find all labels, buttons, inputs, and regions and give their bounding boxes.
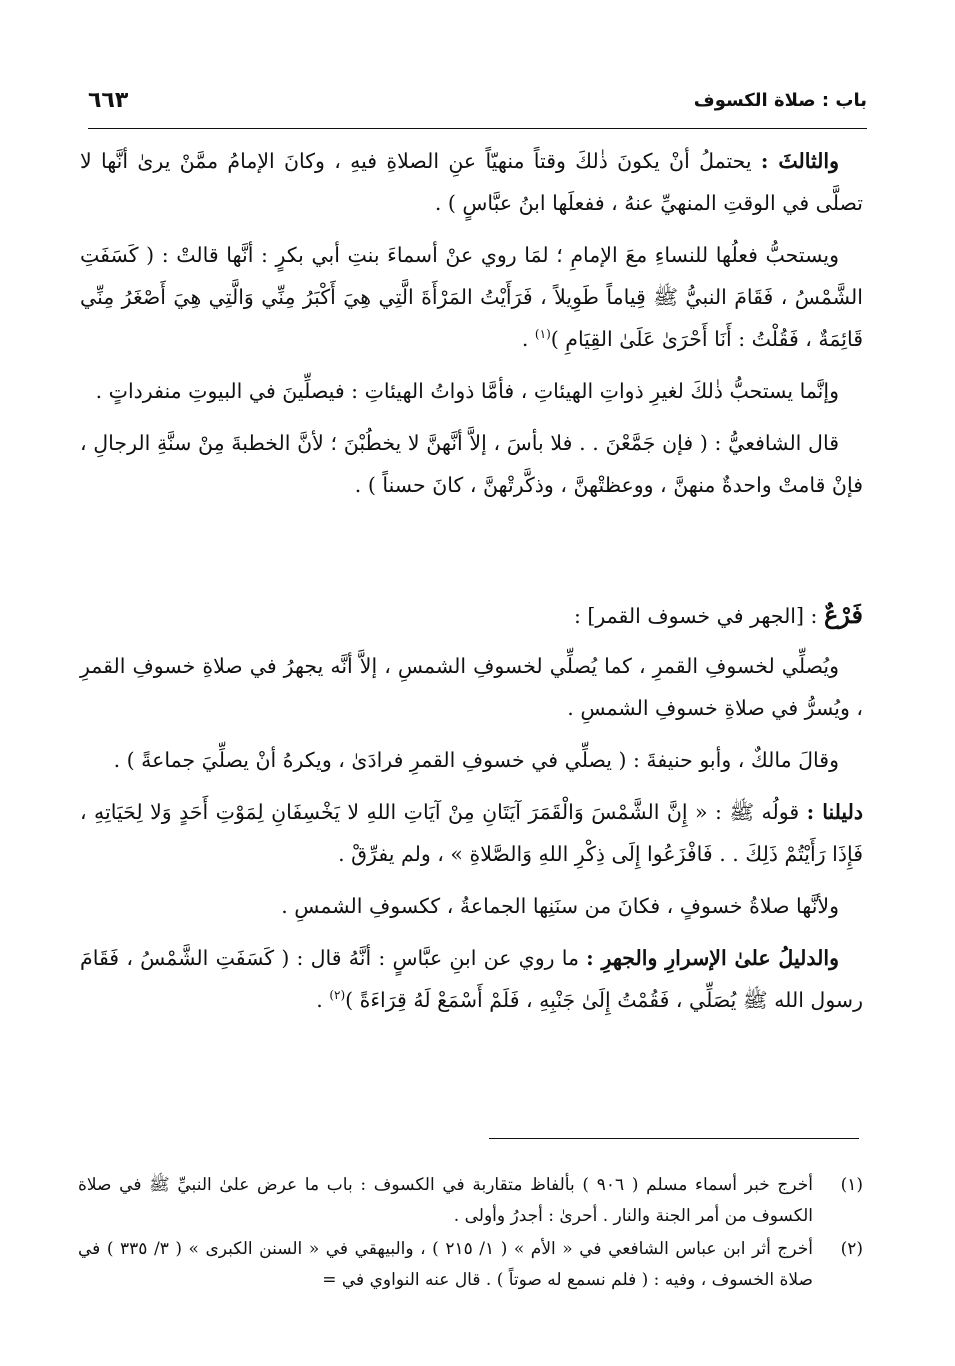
section-gap <box>80 516 863 594</box>
paragraph-text: وإنَّما يستحبُّ ذٰلكَ لغيرِ ذواتِ الهيئاتِ ، فأمَّا ذواتُ الهيئاتِ : فيصلِّينَ في البيوتِ منفرداتٍ . <box>95 379 839 403</box>
page-number: ٦٦٣ <box>88 88 129 113</box>
paragraph-tail: . <box>316 988 330 1012</box>
footnote-ref[interactable]: (١) <box>534 327 551 342</box>
footnote-text: أخرج خبر أسماء مسلم ( ٩٠٦ ) بألفاظ متقاربة في الكسوف : باب ما عرض علىٰ النبيِّ ﷺ في صلاة الكسوف من أمر الجنة والنار . أحرىٰ : أجدرُ وأولى . <box>78 1175 813 1226</box>
paragraph-lead: والثالثَ : <box>760 149 839 173</box>
footnote-number: (١) <box>840 1175 863 1195</box>
paragraph-lead: والدليلُ علىٰ الإسرارِ والجهرِ : <box>586 946 839 970</box>
paragraph-text: ويستحبُّ فعلُها للنساءِ معَ الإمامِ ؛ لمَا روي عنْ أسماءَ بنتِ أبي بكرٍ : أنَّها قالتْ : ( كَسَفَتِ الشَّمْسُ ، فَقَامَ النبيُّ ﷺ قِياماً طَوِيلاً ، فَرَأَيْتُ المَرْأَةَ الَّتِي هِيَ أَكْبَرُ مِنِّي وَالَّتِي هِيَ أَصْغَرُ مِنِّي قَائِمَةٌ ، فَقُلْتُ : أَنَا أَحْرَىٰ عَلَىٰ القِيَامِ ) <box>80 243 863 351</box>
paragraph-text: ولأنَّها صلاةُ خسوفٍ ، فكانَ من سنَنِها الجماعةُ ، ككسوفِ الشمسِ . <box>281 894 839 918</box>
paragraph-congregation <box>80 885 863 927</box>
paragraph-evidence <box>80 791 863 875</box>
paragraph-text: قولُه ﷺ : « إِنَّ الشَّمْسَ وَالْقَمَرَ آيَتَانِ مِنْ آيَاتِ اللهِ لا يَخْسِفَانِ لِمَوْتِ أَحَدٍ وَلا لِحَيَاتِهِ ، فَإِذَا رَأَيْتُمْ ذَلِكَ . . فَافْزَعُوا إِلَى ذِكْرِ اللهِ وَالصَّلاةِ » ، ولم يفرِّقْ . <box>80 800 863 866</box>
paragraph-women-prayer <box>80 234 863 360</box>
paragraph-dignitaries <box>80 370 863 412</box>
paragraph-text: ما روي عن ابنِ عبَّاسٍ : أنَّهُ قال : ( كَسَفَتِ الشَّمْسُ ، فَقَامَ رسول الله ﷺ يُصَلِّي ، فَقُمْتُ إِلَىٰ جَنْبِهِ ، فَلَمْ أَسْمَعْ لَهُ قِرَاءَةً ) <box>80 946 863 1012</box>
header-rule <box>88 128 867 129</box>
footnote-text: أخرج أثر ابن عباس الشافعي في « الأم » ( ١/ ٢١٥ ) ، والبيهقي في « السنن الكبرى » ( ٣/ ٣٣٥ ) في صلاة الخسوف ، وفيه : ( فلم نسمع له صوتاً ) . قال عنه النواوي في = <box>78 1239 813 1290</box>
main-text <box>80 140 863 1031</box>
paragraph-lunar-eclipse <box>80 645 863 729</box>
running-header <box>88 88 867 124</box>
footnote <box>78 1170 863 1232</box>
paragraph-shafii <box>80 422 863 506</box>
paragraph-text: وقالَ مالكٌ ، وأبو حنيفةَ : ( يصلِّي في خسوفِ القمرِ فرادَىٰ ، ويكرهُ أنْ يصلِّيَ جماعةً ) . <box>113 748 839 772</box>
paragraph-text: قال الشافعيُّ : ( فإن جَمَّعْنَ . . فلا بأسَ ، إلاَّ أنَّهنَّ لا يخطُبْنَ ؛ لأنَّ الخطبةَ مِنْ سنَّةِ الرجالِ ، فإنْ قامتْ واحدةٌ منهنَّ ، ووعظتْهنَّ ، وذكَّرتْهنَّ ، كانَ حسناً ) . <box>80 431 863 497</box>
paragraph-text: ويُصلِّي لخسوفِ القمرِ ، كما يُصلِّي لخسوفِ الشمسِ ، إلاَّ أنَّه يجهرُ في صلاةِ خسوفِ القمرِ ، ويُسرُّ في صلاةِ خسوفِ الشمسِ . <box>80 654 863 720</box>
footnotes <box>78 1170 863 1298</box>
subsection-heading <box>80 594 863 637</box>
paragraph-malik-abuhanifa <box>80 739 863 781</box>
paragraph-quiet-loud <box>80 937 863 1021</box>
footnote-number: (٢) <box>840 1239 863 1259</box>
far-label: فَرْعٌ <box>823 600 863 629</box>
footnote-rule <box>489 1138 859 1139</box>
paragraph-third-reason <box>80 140 863 224</box>
footnote-ref[interactable]: (٢) <box>329 988 346 1003</box>
paragraph-tail: . <box>521 327 535 351</box>
paragraph-lead: دليلنا : <box>806 800 863 824</box>
footnote <box>78 1234 863 1296</box>
paragraph-text: يحتملُ أنْ يكونَ ذٰلكَ وقتاً منهيّاً عنِ الصلاةِ فيهِ ، وكانَ الإمامُ ممَّنْ يرىٰ أنَّها لا تصلَّى في الوقتِ المنهيِّ عنهُ ، ففعلَها ابنُ عبَّاسٍ ) . <box>80 149 863 215</box>
chapter-title: باب : صلاة الكسوف <box>693 90 867 111</box>
subsection-title: : [الجهر في خسوف القمر] : <box>573 604 824 628</box>
